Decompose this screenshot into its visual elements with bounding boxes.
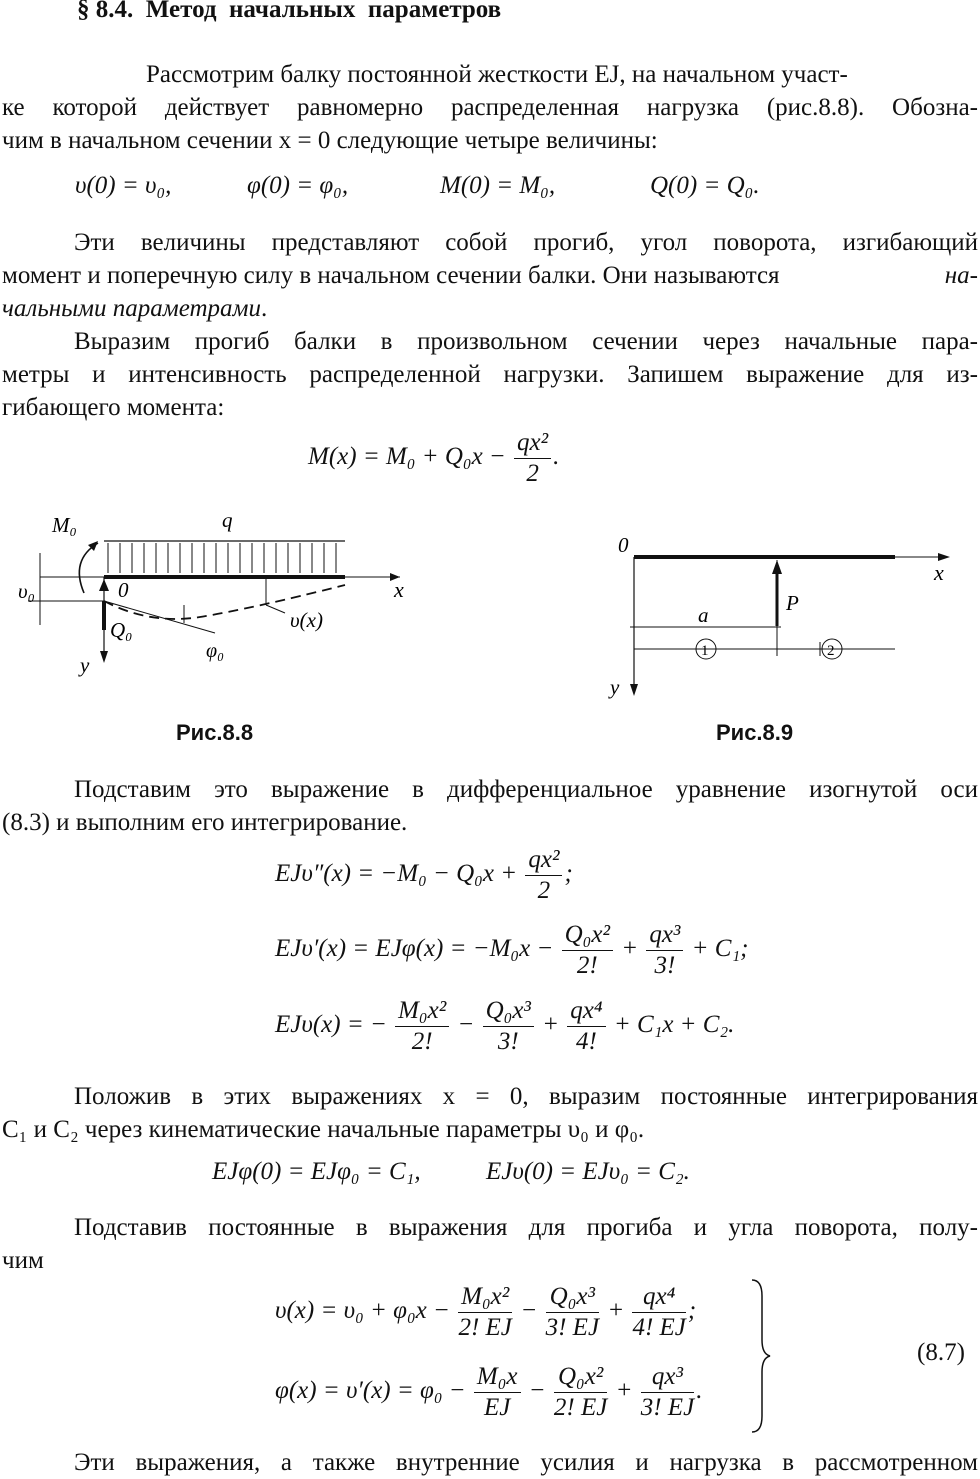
label-y: y	[80, 653, 90, 677]
paragraph-closing	[2, 1446, 978, 1479]
equation-rotation: φ(x) = υ′(x) = φ₀ − $\frac{\text{M₀x}}{EJ}$ − $\frac{\text{Q₀x²}}{2! EJ}$ + $\frac{\text{qx³}}{3! EJ}$ .	[275, 1363, 703, 1421]
equation-deflection: υ(x) = υ₀ + φ₀x − $\frac{\text{M₀x²}}{2! EJ}$ − $\frac{\text{Q₀x³}}{3! EJ}$ + $\frac{\text{qx⁴}}{4! EJ}$ ;	[275, 1283, 697, 1341]
label-y: y	[610, 675, 620, 699]
label-x: x	[934, 560, 944, 585]
label-x: x	[394, 577, 404, 602]
equation-moment: M(x) = M₀ + Q₀x − $\frac{\text{qx²}}{2}$ .	[308, 429, 560, 487]
paragraph-express	[2, 325, 978, 424]
equation-c1: EJφ(0) = EJφ₀ = C₁,	[212, 1158, 421, 1185]
text-line: метры и интенсивность распределенной нагрузки. Запишем выражение для из-	[2, 361, 978, 388]
brace	[748, 1276, 772, 1436]
figure-8-9	[600, 530, 970, 700]
text-line: чим	[2, 1247, 44, 1274]
label-v0: υ₀	[18, 579, 35, 603]
text-line: чим в начальном сечении x = 0 следующие четыре величины:	[2, 127, 658, 154]
equation-q0: Q(0) = Q₀.	[650, 172, 760, 199]
paragraph-substitute	[2, 773, 978, 839]
paragraph-constants	[2, 1080, 978, 1146]
label-m0: M₀	[52, 513, 77, 537]
equation-integration-3: EJυ(x) = − $\frac{\text{M₀x²}}{2!}$ − $\frac{\text{Q₀x³}}{3!}$ + $\frac{\text{qx⁴}}{4!}$ + C₁x + C₂.	[275, 997, 735, 1055]
text-line: ке которой действует равномерно распределенная нагрузка (рис.8.8). Обозна-	[2, 94, 978, 121]
equation-m0: M(0) = M₀,	[440, 172, 556, 199]
equation-integration-1: EJυ″(x) = −M₀ − Q₀x + $\frac{\text{qx²}}{2}$ ;	[275, 846, 573, 904]
equation-phi0: φ(0) = φ₀,	[247, 172, 349, 199]
text-line: C₁ и C₂ через кинематические начальные параметры υ₀ и φ₀.	[2, 1116, 645, 1143]
label-p: P	[786, 591, 799, 615]
label-zero: 0	[618, 533, 629, 557]
text-line: Подставив постоянные в выражения для прогиба и угла поворота, полу-	[74, 1214, 978, 1241]
paragraph-substituting	[2, 1211, 978, 1277]
label-zero: 0	[118, 578, 129, 602]
equation-integration-2: EJυ′(x) = EJφ(x) = −M₀x − $\frac{\text{Q₀x²}}{2!}$ + $\frac{\text{qx³}}{3!}$ + C₁;	[275, 921, 749, 979]
label-segment-2: 2	[827, 643, 835, 659]
text-line: Выразим прогиб балки в произвольном сечении через начальные пара-	[74, 328, 978, 355]
label-a: a	[698, 603, 709, 627]
label-segment-1: 1	[701, 643, 709, 659]
text-line: гибающего момента:	[2, 394, 225, 421]
paragraph-definition	[2, 226, 978, 325]
text-line: момент и поперечную силу в начальном сечении балки. Они называются на-	[2, 262, 978, 289]
equation-c2: EJυ(0) = EJυ₀ = C₂.	[486, 1158, 690, 1185]
equation-number: (8.7)	[917, 1339, 965, 1366]
label-q: q	[222, 508, 233, 532]
label-phi0: φ₀	[206, 640, 225, 662]
text-line: Положив в этих выражениях x = 0, выразим постоянные интегрирования	[74, 1083, 978, 1110]
section-heading: § 8.4. Метод начальных параметров	[77, 0, 502, 23]
caption-fig-8-9: Рис.8.9	[716, 720, 794, 745]
equation-v0: υ(0) = υ₀,	[75, 172, 172, 199]
text-line: Эти выражения, а также внутренние усилия и нагрузка в рассмотренном	[74, 1449, 978, 1476]
paragraph-intro	[2, 58, 978, 157]
caption-fig-8-8: Рис.8.8	[176, 720, 254, 745]
text-line: (8.3) и выполним его интегрирование.	[2, 809, 408, 836]
text-line: Рассмотрим балку постоянной жесткости EJ, на начальном участ-	[146, 61, 848, 88]
text-line: Подставим это выражение в дифференциальное уравнение изогнутой оси	[74, 776, 978, 803]
label-q0: Q₀	[110, 618, 133, 642]
text-line: чальными параметрами.	[2, 295, 268, 322]
text-line: Эти величины представляют собой прогиб, угол поворота, изгибающий	[74, 229, 978, 256]
figure-8-8	[0, 505, 440, 685]
label-vx: υ(x)	[290, 608, 323, 632]
